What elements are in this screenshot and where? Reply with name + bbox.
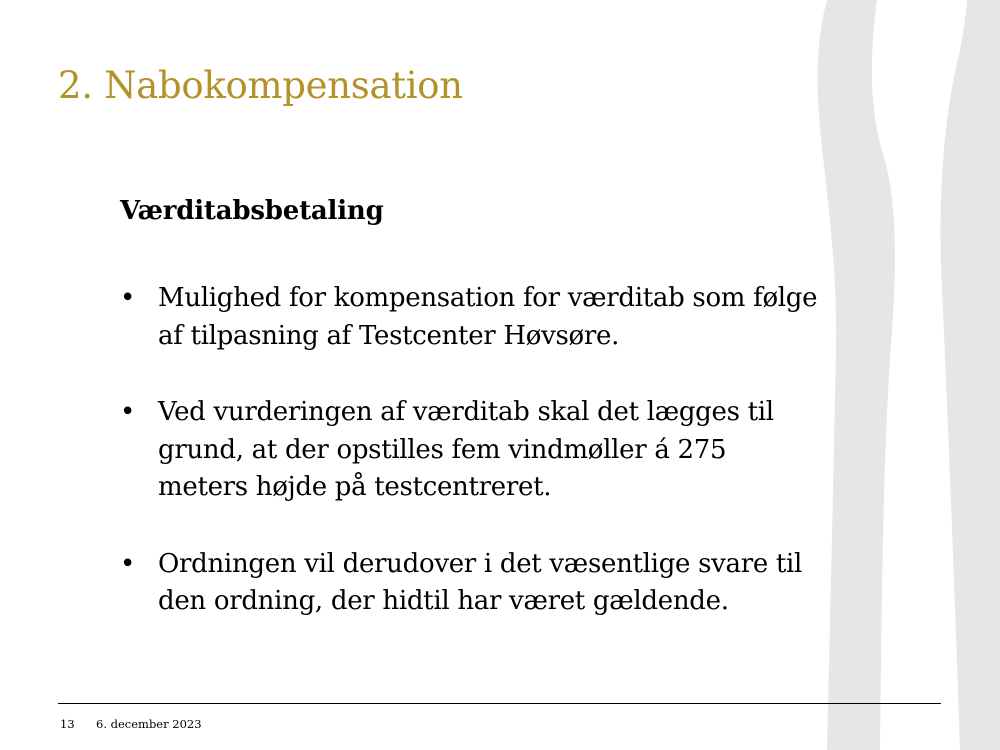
decor-right-band [941, 0, 1000, 750]
bullet-item: • Ordningen vil derudover i det væsentlige svare til den ordning, der hidtil har været gældende. [120, 546, 820, 621]
slide-number: 13 [60, 717, 75, 731]
footer-divider [58, 703, 941, 704]
footer-date: 6. december 2023 [96, 717, 202, 731]
bullet-item: • Mulighed for kompensation for værditab som følge af tilpasning af Testcenter Høvsøre. [120, 280, 820, 355]
slide-title: 2. Nabokompensation [58, 64, 463, 107]
decor-left-band [817, 0, 895, 750]
bullet-list [120, 280, 820, 660]
section-heading: Værditabsbetaling [120, 196, 384, 226]
bullet-item: • Ved vurderingen af værditab skal det lægges til grund, at der opstilles fem vindmøller á 275 meters højde på testcentreret. [120, 394, 820, 507]
